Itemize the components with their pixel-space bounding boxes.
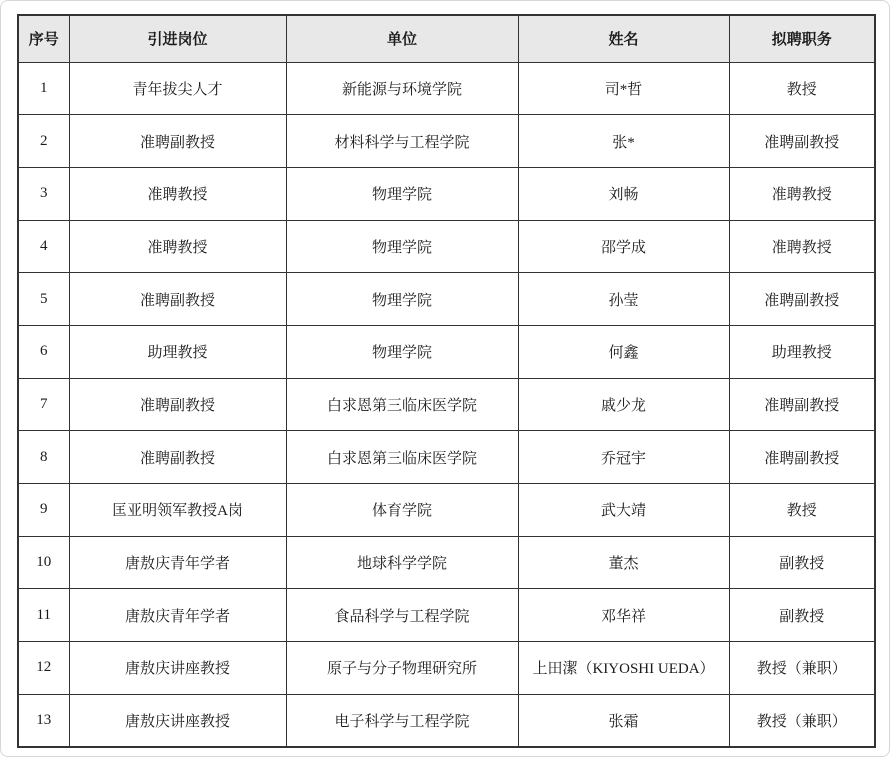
table-cell: 7	[18, 378, 69, 431]
table-cell: 2	[18, 115, 69, 168]
header-cell: 序号	[18, 15, 69, 62]
table-cell: 副教授	[729, 589, 875, 642]
table-cell: 准聘副教授	[69, 273, 286, 326]
table-row	[18, 694, 875, 747]
table-cell: 何鑫	[518, 325, 729, 378]
table-cell: 4	[18, 220, 69, 273]
table-row	[18, 589, 875, 642]
table-cell: 董杰	[518, 536, 729, 589]
table-cell: 准聘副教授	[729, 115, 875, 168]
table-cell: 准聘教授	[69, 220, 286, 273]
table-cell: 11	[18, 589, 69, 642]
table-row	[18, 536, 875, 589]
table-cell: 12	[18, 642, 69, 695]
table-row	[18, 62, 875, 115]
table-row	[18, 220, 875, 273]
table-cell: 物理学院	[286, 167, 518, 220]
table-cell: 1	[18, 62, 69, 115]
table-cell: 准聘副教授	[729, 378, 875, 431]
table-row	[18, 325, 875, 378]
table-cell: 武大靖	[518, 484, 729, 537]
table-cell: 邓华祥	[518, 589, 729, 642]
table-cell: 青年拔尖人才	[69, 62, 286, 115]
table-cell: 乔冠宇	[518, 431, 729, 484]
table-cell: 教授	[729, 484, 875, 537]
table-cell: 孙莹	[518, 273, 729, 326]
table-cell: 教授（兼职）	[729, 642, 875, 695]
table-cell: 张*	[518, 115, 729, 168]
table-cell: 唐敖庆讲座教授	[69, 642, 286, 695]
table-cell: 助理教授	[729, 325, 875, 378]
table-row	[18, 431, 875, 484]
table-cell: 准聘教授	[69, 167, 286, 220]
table-row	[18, 115, 875, 168]
table-cell: 司*哲	[518, 62, 729, 115]
table-cell: 上田潔（KIYOSHI UEDA）	[518, 642, 729, 695]
table-cell: 准聘教授	[729, 167, 875, 220]
table-body	[18, 62, 875, 747]
table-cell: 唐敖庆青年学者	[69, 536, 286, 589]
table-cell: 准聘副教授	[69, 115, 286, 168]
table-row	[18, 378, 875, 431]
table-cell: 8	[18, 431, 69, 484]
table-cell: 体育学院	[286, 484, 518, 537]
table-head	[18, 15, 875, 62]
table-cell: 物理学院	[286, 220, 518, 273]
table-cell: 副教授	[729, 536, 875, 589]
table-cell: 教授（兼职）	[729, 694, 875, 747]
header-cell: 单位	[286, 15, 518, 62]
table-cell: 刘畅	[518, 167, 729, 220]
table-cell: 邵学成	[518, 220, 729, 273]
header-cell: 引进岗位	[69, 15, 286, 62]
table-cell: 张霜	[518, 694, 729, 747]
table-cell: 9	[18, 484, 69, 537]
table-cell: 食品科学与工程学院	[286, 589, 518, 642]
table-cell: 3	[18, 167, 69, 220]
table-cell: 物理学院	[286, 273, 518, 326]
table-row	[18, 273, 875, 326]
table-cell: 新能源与环境学院	[286, 62, 518, 115]
table-cell: 戚少龙	[518, 378, 729, 431]
table-cell: 白求恩第三临床医学院	[286, 378, 518, 431]
table-cell: 6	[18, 325, 69, 378]
recruitment-table	[17, 14, 876, 748]
table-row	[18, 642, 875, 695]
table-cell: 原子与分子物理研究所	[286, 642, 518, 695]
table-row	[18, 167, 875, 220]
table-cell: 教授	[729, 62, 875, 115]
table-cell: 准聘副教授	[729, 431, 875, 484]
table-cell: 唐敖庆青年学者	[69, 589, 286, 642]
table-row	[18, 484, 875, 537]
header-row	[18, 15, 875, 62]
table-cell: 准聘副教授	[729, 273, 875, 326]
table-cell: 准聘副教授	[69, 378, 286, 431]
table-cell: 匡亚明领军教授A岗	[69, 484, 286, 537]
table-cell: 准聘副教授	[69, 431, 286, 484]
table-cell: 13	[18, 694, 69, 747]
table-cell: 助理教授	[69, 325, 286, 378]
table-cell: 地球科学学院	[286, 536, 518, 589]
table-cell: 5	[18, 273, 69, 326]
table-cell: 白求恩第三临床医学院	[286, 431, 518, 484]
table-cell: 10	[18, 536, 69, 589]
header-cell: 拟聘职务	[729, 15, 875, 62]
table-cell: 物理学院	[286, 325, 518, 378]
header-cell: 姓名	[518, 15, 729, 62]
table-cell: 准聘教授	[729, 220, 875, 273]
table-cell: 材料科学与工程学院	[286, 115, 518, 168]
table-cell: 唐敖庆讲座教授	[69, 694, 286, 747]
table-cell: 电子科学与工程学院	[286, 694, 518, 747]
